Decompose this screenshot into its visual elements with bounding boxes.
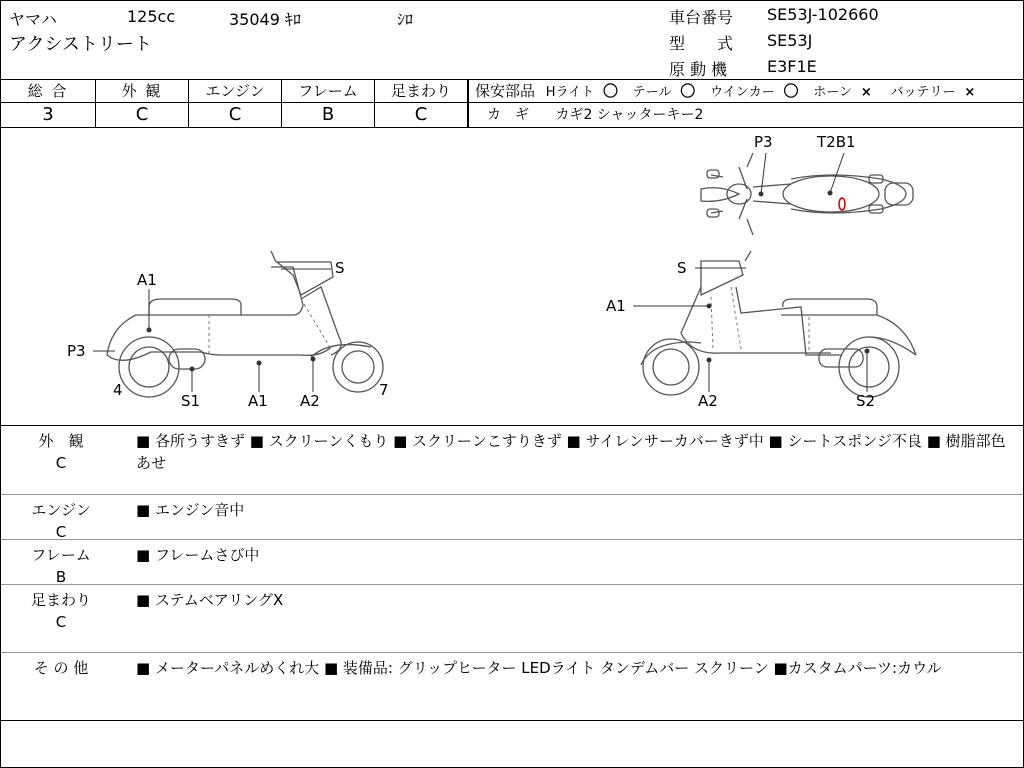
- safety-parts-row: [469, 80, 1023, 103]
- frame-label: 車台番号: [669, 8, 734, 27]
- maker: ヤマハ: [9, 10, 57, 29]
- damage-diagram: [1, 127, 1023, 425]
- damage-mark-t2b1: [839, 198, 845, 210]
- model-name: アクシストリート: [9, 34, 152, 55]
- section-exterior: 外 観 C ■ 各所うすきず ■ スクリーンくもり ■ スクリーンこすりきず ■ サイレンサーカバーきず中 ■ シートスポンジ不良 ■ 樹脂部色あせ: [1, 425, 1023, 495]
- color: ｼﾛ: [397, 10, 414, 29]
- grade-suspension: 足まわり C: [375, 80, 468, 127]
- key-value: カギ2 シャッターキー2: [555, 107, 704, 123]
- grade-overall: 総 合 3: [1, 80, 96, 127]
- mileage: 35049 ｷﾛ: [229, 10, 301, 29]
- grade-exterior: 外 観 C: [96, 80, 189, 127]
- grade-table: [1, 79, 1023, 128]
- bottom-divider: [1, 720, 1023, 721]
- safety-mark-tail: 〇: [680, 82, 696, 100]
- engine-label: 原 動 機: [669, 60, 728, 79]
- safety-item-horn: ホーン: [813, 85, 853, 100]
- diag-label-p3-top: P3: [754, 133, 773, 151]
- diag-label-a2-right: A2: [698, 392, 718, 410]
- safety-item-headlight: Hライト: [545, 85, 595, 100]
- diag-label-a1-right: A1: [606, 297, 626, 315]
- grid-divider: [468, 79, 469, 127]
- type-value: SE53J: [767, 31, 813, 50]
- safety-item-tail: テール: [632, 85, 672, 100]
- key-row: [469, 103, 1023, 127]
- diag-label-s1: S1: [181, 392, 201, 410]
- safety-mark-headlight: 〇: [602, 82, 618, 100]
- section-other: そ の 他 ■ メーターパネルめくれ大 ■ 装備品: グリップヒーター LEDライト タンデムバー スクリーン ■カスタムパーツ:カウル: [1, 652, 1023, 721]
- top-view-scooter: [701, 153, 913, 235]
- section-suspension: 足まわり C ■ ステムベアリングX: [1, 584, 1023, 653]
- diag-label-4: 4: [113, 381, 123, 399]
- diag-label-s-right: S: [677, 259, 687, 277]
- diag-label-t2b1: T2B1: [817, 133, 856, 151]
- diag-label-s2: S2: [856, 392, 876, 410]
- engine-value: E3F1E: [767, 57, 817, 76]
- key-label: カ ギ: [487, 107, 529, 123]
- section-frame: フレーム B ■ フレームさび中: [1, 539, 1023, 585]
- diag-label-s-left: S: [335, 259, 345, 277]
- type-label: 型 式: [669, 34, 734, 53]
- frame-value: SE53J-102660: [767, 5, 879, 24]
- diag-label-7: 7: [379, 381, 389, 399]
- diag-label-a1-bottom: A1: [248, 392, 268, 410]
- displacement: 125cc: [127, 7, 176, 26]
- diag-label-p3-left: P3: [67, 342, 86, 360]
- safety-item-winker: ウインカー: [710, 85, 775, 100]
- safety-mark-battery: ×: [964, 85, 976, 100]
- safety-mark-winker: 〇: [783, 82, 799, 100]
- safety-item-battery: バッテリー: [890, 85, 956, 100]
- diag-label-a2-left: A2: [300, 392, 320, 410]
- grade-frame: フレーム B: [282, 80, 375, 127]
- grade-engine: エンジン C: [189, 80, 282, 127]
- diag-label-a1-left: A1: [137, 271, 157, 289]
- section-engine: エンジン C ■ エンジン音中: [1, 494, 1023, 540]
- safety-title: 保安部品: [475, 82, 536, 100]
- safety-mark-horn: ×: [860, 85, 872, 100]
